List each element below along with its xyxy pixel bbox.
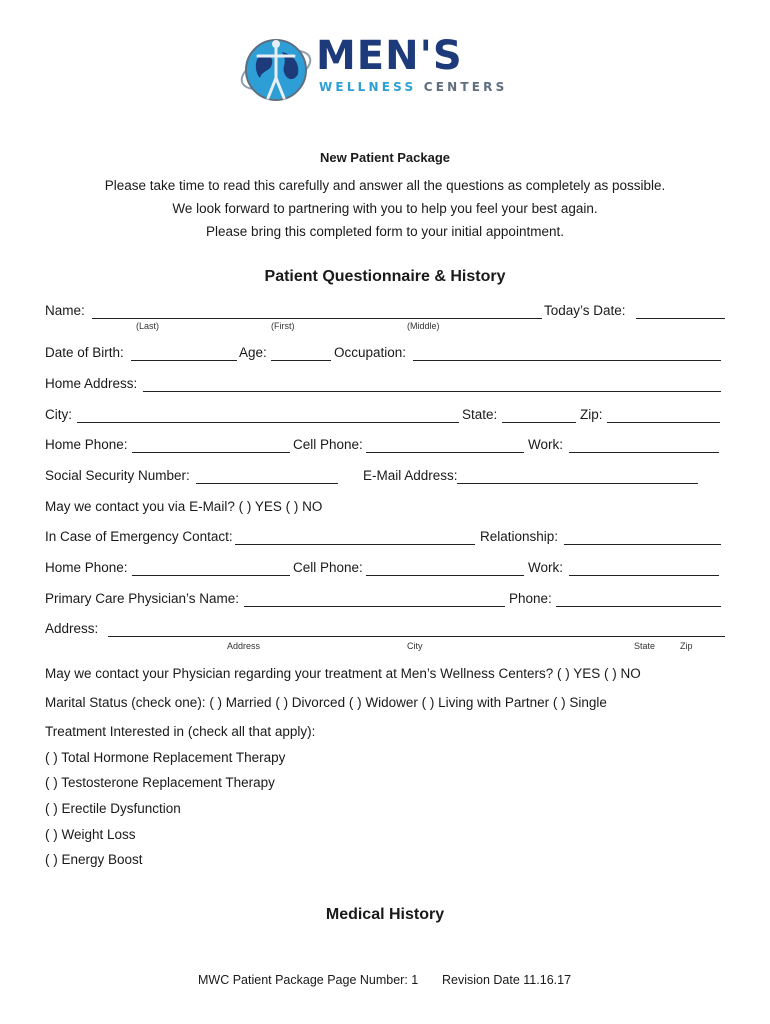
ssn-label: Social Security Number: [45,468,190,483]
zip-label: Zip: [580,407,603,422]
emergency-home-phone-field[interactable] [132,575,290,576]
section-title-questionnaire: Patient Questionnaire & History [264,268,506,285]
city-field[interactable] [77,422,459,423]
pcp-name-field[interactable] [244,606,505,607]
logo-tagline: WELLNESS CENTERS [319,80,508,94]
cell-phone-label: Cell Phone: [293,437,363,452]
treatment-option[interactable]: ( ) Weight Loss [45,827,136,842]
email-field[interactable] [457,483,698,484]
cell-phone-field[interactable] [366,452,524,453]
name-field[interactable] [92,318,542,319]
home-address-field[interactable] [143,391,721,392]
footer-page-number: MWC Patient Package Page Number: 1 [198,973,419,987]
pcp-sub-city: City [407,641,423,651]
marital-status-question[interactable]: Marital Status (check one): ( ) Married ( ) Divorced ( ) Widower ( ) Living with Partner ( ) Single [45,695,607,710]
email-label: E-Mail Address: [363,468,458,483]
treatment-option[interactable]: ( ) Erectile Dysfunction [45,801,181,816]
ssn-field[interactable] [196,483,338,484]
globe-figure-icon [236,30,316,108]
todays-date-label: Today’s Date: [544,303,626,318]
name-label: Name: [45,303,85,318]
intro-line-1: Please take time to read this carefully and answer all the questions as completely as possible. [104,178,666,193]
zip-field[interactable] [607,422,720,423]
occupation-label: Occupation: [334,345,407,360]
pcp-address-label: Address: [45,621,99,636]
package-title: New Patient Package [319,150,451,165]
emergency-home-phone-label: Home Phone: [45,560,128,575]
treatment-option[interactable]: ( ) Total Hormone Replacement Therapy [45,750,286,765]
treatment-interest-label: Treatment Interested in (check all that apply): [45,724,316,739]
pcp-address-field[interactable] [108,636,725,637]
occupation-field[interactable] [413,360,721,361]
pcp-sub-address: Address [227,641,261,651]
home-address-label: Home Address: [45,376,138,391]
logo-wordmark: MEN'S [316,33,463,79]
state-label: State: [462,407,498,422]
emergency-cell-phone-label: Cell Phone: [293,560,363,575]
emergency-work-field[interactable] [569,575,719,576]
work-phone-field[interactable] [569,452,719,453]
treatment-option[interactable]: ( ) Testosterone Replacement Therapy [45,775,275,790]
name-sub-last: (Last) [136,321,160,331]
pcp-sub-state: State [634,641,656,651]
emergency-contact-field[interactable] [235,544,475,545]
name-sub-first: (First) [271,321,295,331]
contact-physician-question[interactable]: May we contact your Physician regarding your treatment at Men’s Wellness Centers? ( ) YES ( ) NO [45,666,641,681]
home-phone-label: Home Phone: [45,437,128,452]
section-title-medical-history: Medical History [325,906,445,923]
work-phone-label: Work: [528,437,564,452]
treatment-option[interactable]: ( ) Energy Boost [45,852,143,867]
dob-label: Date of Birth: [45,345,124,360]
pcp-sub-zip: Zip [680,641,693,651]
name-sub-middle: (Middle) [407,321,440,331]
pcp-phone-field[interactable] [556,606,721,607]
emergency-cell-phone-field[interactable] [366,575,524,576]
intro-line-3: Please bring this completed form to your initial appointment. [206,224,564,239]
relationship-label: Relationship: [480,529,559,544]
relationship-field[interactable] [564,544,721,545]
emergency-work-label: Work: [528,560,564,575]
emergency-contact-label: In Case of Emergency Contact: [45,529,233,544]
contact-email-question[interactable]: May we contact you via E-Mail? ( ) YES ( ) NO [45,499,323,514]
todays-date-field[interactable] [636,318,725,319]
footer-revision-date: Revision Date 11.16.17 [442,973,572,987]
intro-line-2: We look forward to partnering with you to help you feel your best again. [172,201,598,216]
age-label: Age: [239,345,267,360]
company-logo [236,30,508,108]
dob-field[interactable] [131,360,237,361]
home-phone-field[interactable] [132,452,290,453]
age-field[interactable] [271,360,331,361]
state-field[interactable] [502,422,576,423]
pcp-phone-label: Phone: [509,591,552,606]
pcp-name-label: Primary Care Physician’s Name: [45,591,240,606]
city-label: City: [45,407,72,422]
